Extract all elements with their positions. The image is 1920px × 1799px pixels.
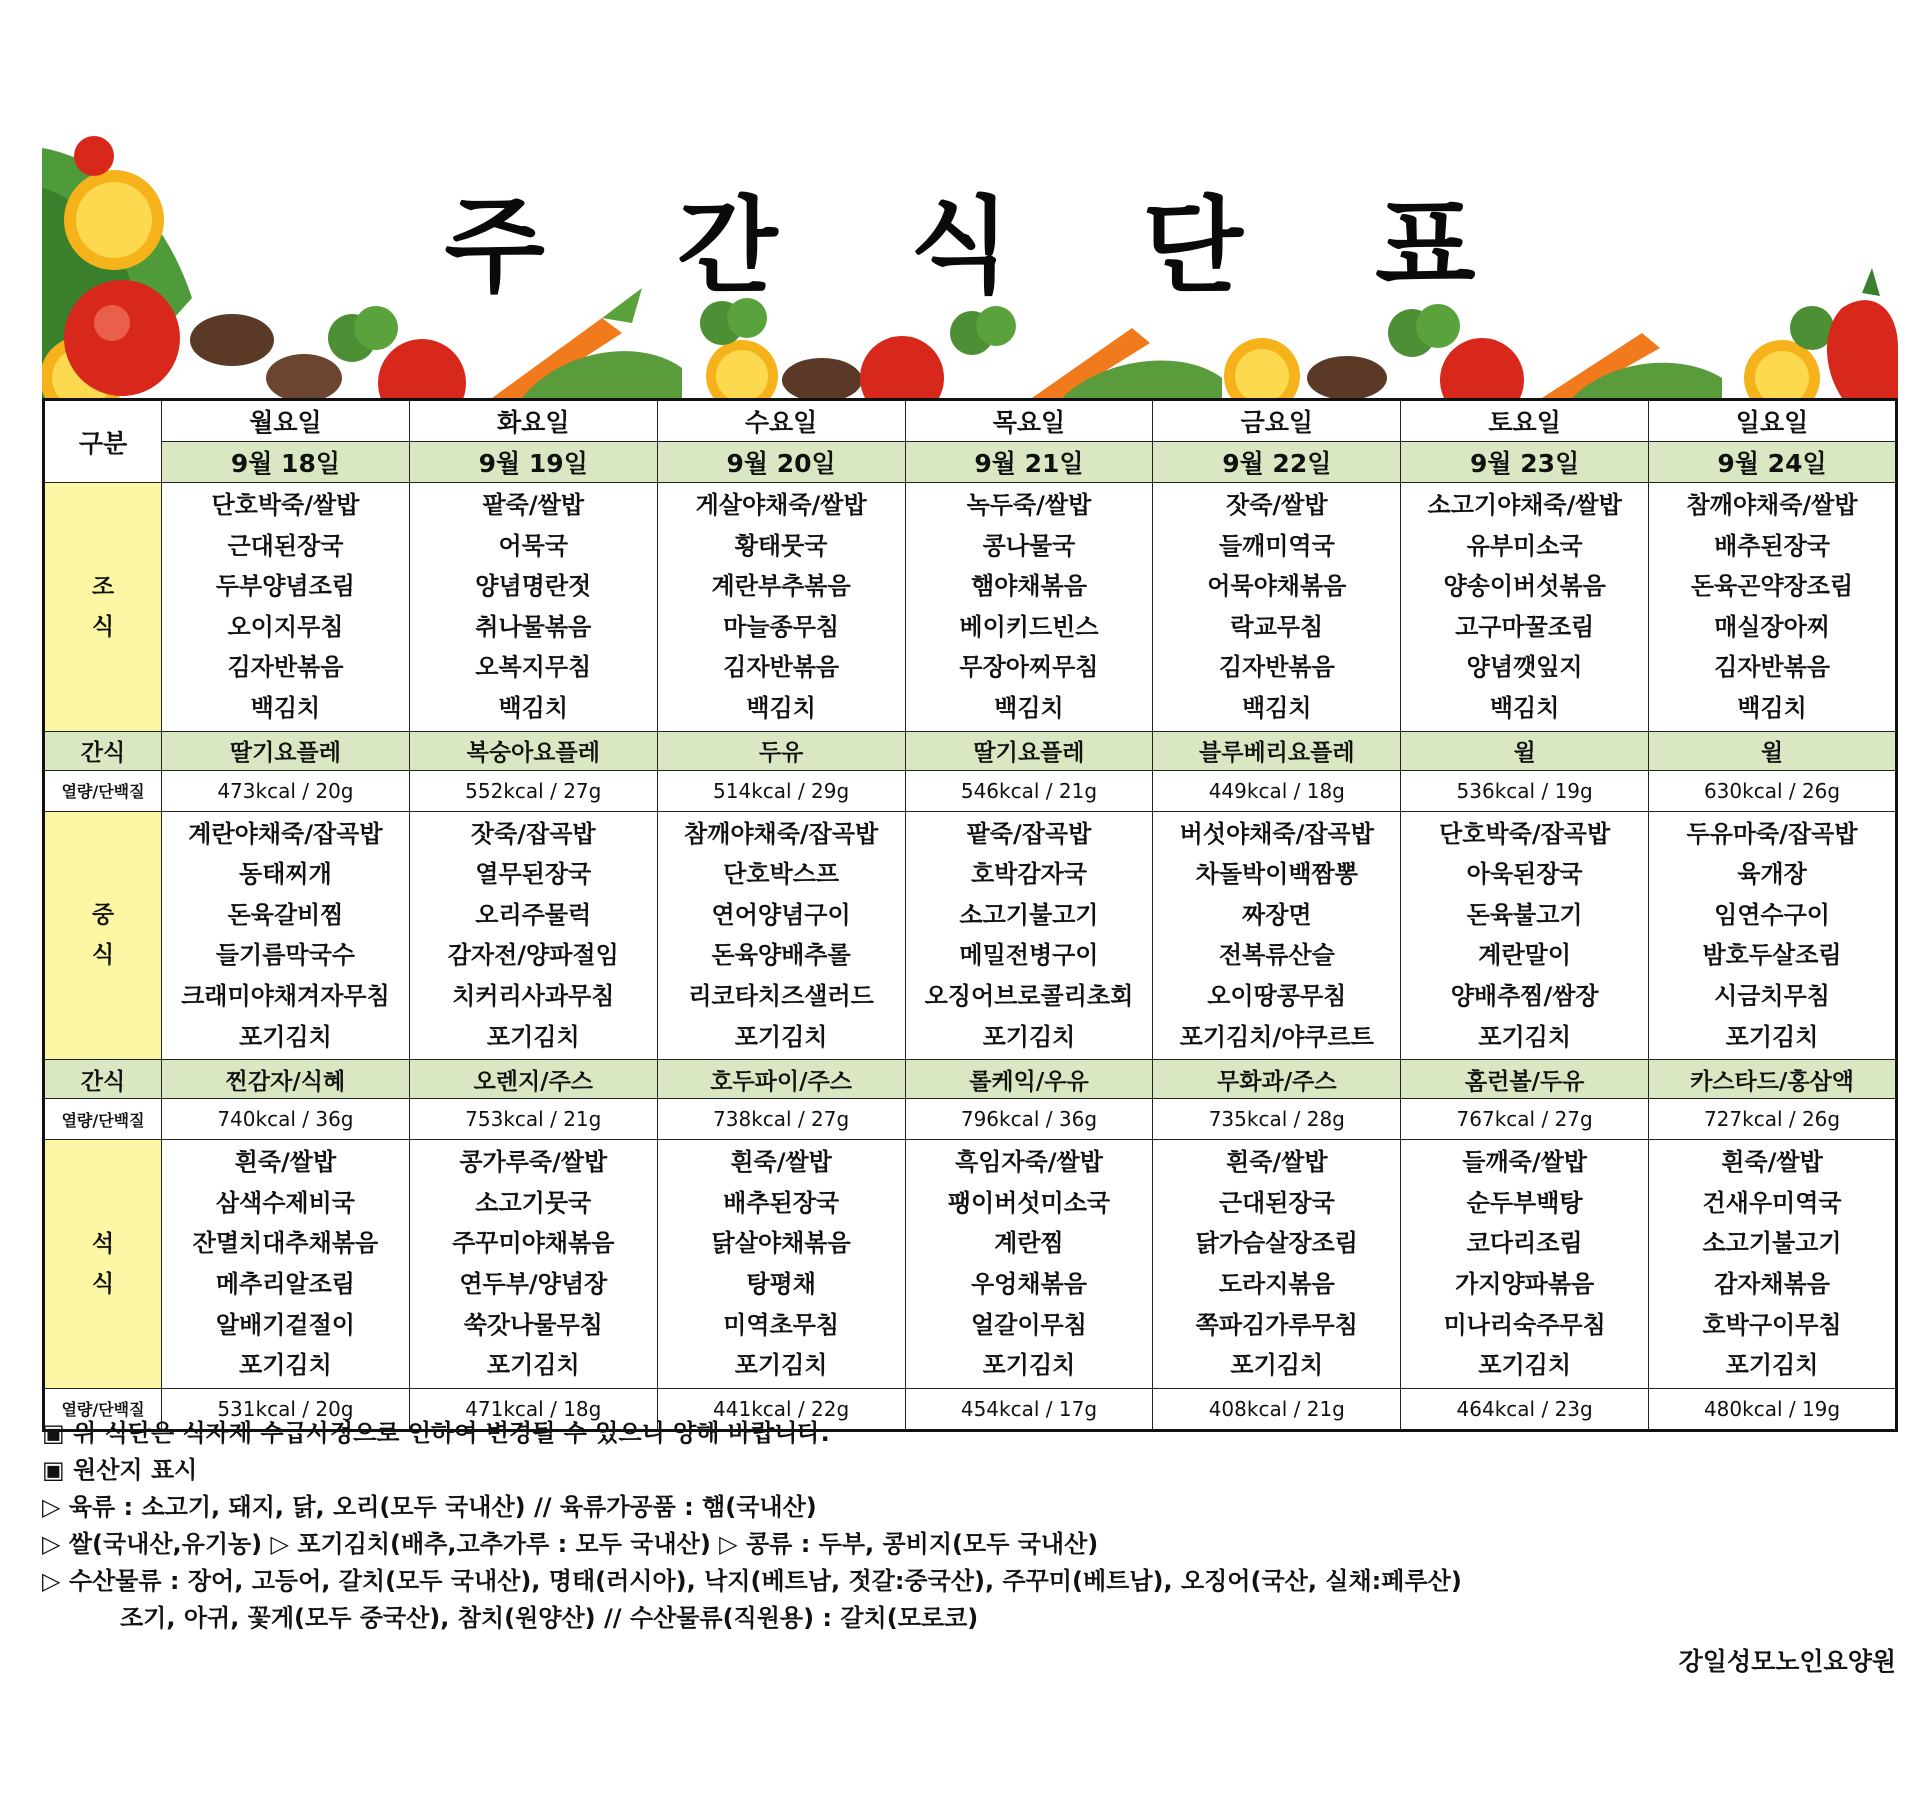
menu-item: 닭가슴살장조림 [1195, 1229, 1358, 1258]
menu-item: 배추된장국 [723, 1188, 840, 1217]
snack1-cell: 복숭아요플레 [409, 731, 657, 770]
menu-item: 포기김치/야쿠르트 [1179, 1022, 1374, 1051]
menu-item: 오복지무침 [475, 653, 592, 682]
menu-item: 치커리사과무침 [452, 981, 615, 1010]
snack2-cell: 오렌지/주스 [409, 1060, 657, 1099]
snack2-row [44, 1060, 1897, 1099]
day-thu: 목요일 [905, 400, 1153, 442]
menu-item: 흑임자죽/쌀밥 [955, 1148, 1103, 1177]
menu-item: 백김치 [498, 693, 569, 722]
menu-item: 참깨야채죽/쌀밥 [1686, 491, 1858, 519]
breakfast-label-1: 조 [91, 573, 115, 600]
breakfast-label [44, 483, 162, 732]
menu-item: 소고기불고기 [1702, 1229, 1842, 1258]
menu-item: 감자채볶음 [1714, 1269, 1830, 1298]
day-mon: 월요일 [162, 400, 410, 442]
menu-item: 어묵야채볶음 [1207, 572, 1347, 601]
menu-item: 육개장 [1737, 860, 1807, 889]
facility-signature: 강일성모노인요양원 [1678, 1647, 1896, 1676]
lunch-cell [657, 811, 905, 1060]
menu-item: 햄야채볶음 [970, 572, 1087, 601]
day-fri: 금요일 [1153, 400, 1401, 442]
menu-item: 마늘종무침 [723, 612, 840, 641]
menu-item: 포기김치 [1725, 1022, 1819, 1051]
menu-item: 녹두죽/쌀밥 [966, 491, 1092, 519]
menu-item: 들깨미역국 [1218, 531, 1335, 560]
menu-item: 닭살야채볶음 [711, 1229, 851, 1258]
menu-item: 양배추찜/쌈장 [1450, 981, 1599, 1010]
kcal3-cell: 408kcal / 21g [1153, 1388, 1401, 1430]
menu-item: 얼갈이무침 [970, 1310, 1087, 1339]
menu-item: 소고기야채죽/쌀밥 [1427, 491, 1622, 519]
menu-item: 메추리알조림 [215, 1269, 355, 1298]
dinner-row [44, 1140, 1897, 1389]
menu-item: 김자반볶음 [1714, 653, 1830, 682]
menu-item: 게살야채죽/쌀밥 [695, 491, 867, 519]
menu-item: 주꾸미야채볶음 [452, 1229, 615, 1258]
snack2-label: 간식 [44, 1060, 162, 1099]
menu-item: 짜장면 [1242, 900, 1312, 929]
kcal1-cell: 546kcal / 21g [905, 770, 1153, 811]
kcal3-label: 열량/단백질 [44, 1388, 162, 1430]
snack2-cell: 무화과/주스 [1153, 1060, 1401, 1099]
lunch-cell [905, 811, 1153, 1060]
category-header: 구분 [44, 400, 162, 483]
date-fri: 9월 22일 [1153, 442, 1401, 483]
menu-item: 단호박죽/쌀밥 [211, 491, 360, 519]
snack1-cell: 윌 [1649, 731, 1897, 770]
kcal1-cell: 552kcal / 27g [409, 770, 657, 811]
page-title: 주 간 식 단 표 [444, 185, 1524, 307]
lunch-cell [409, 811, 657, 1060]
lunch-row [44, 811, 1897, 1060]
menu-item: 취나물볶음 [475, 612, 592, 641]
menu-item: 계란야채죽/잡곡밥 [188, 819, 383, 848]
date-tue: 9월 19일 [409, 442, 657, 483]
menu-item: 소고기불고기 [959, 900, 1099, 929]
note-line: ▣ 위 식단은 식자재 수급사정으로 인하여 변경될 수 있으니 양해 바랍니다. [42, 1419, 830, 1447]
lunch-label-1: 중 [91, 902, 115, 929]
menu-item: 참깨야채죽/잡곡밥 [683, 819, 879, 848]
menu-item: 미나리숙주무침 [1443, 1310, 1606, 1339]
menu-item: 양념깻잎지 [1466, 653, 1583, 682]
day-header-row [44, 400, 1897, 442]
menu-item: 백김치 [1489, 693, 1560, 722]
menu-item: 포기김치 [1478, 1022, 1572, 1051]
menu-item: 포기김치 [239, 1351, 332, 1380]
kcal2-cell: 738kcal / 27g [657, 1099, 905, 1140]
kcal2-row [44, 1099, 1897, 1140]
menu-item: 포기김치 [734, 1351, 828, 1380]
menu-item: 쪽파김가루무침 [1195, 1310, 1358, 1339]
note-line-indent: 조기, 아귀, 꽃게(모두 중국산), 참치(원양산) // 수산물류(직원용) : 갈치(모로코) [120, 1604, 979, 1632]
breakfast-cell [1649, 483, 1897, 732]
menu-item: 코다리조림 [1466, 1229, 1583, 1258]
snack2-cell: 카스타드/홍삼액 [1649, 1060, 1897, 1099]
menu-item: 우엉채볶음 [970, 1269, 1087, 1298]
breakfast-cell [905, 483, 1153, 732]
menu-item: 오이땅콩무침 [1207, 981, 1347, 1010]
kcal3-cell: 471kcal / 18g [409, 1388, 657, 1430]
dinner-label [44, 1140, 162, 1389]
menu-item: 포기김치 [734, 1022, 828, 1051]
date-thu: 9월 21일 [905, 442, 1153, 483]
kcal3-cell: 464kcal / 23g [1401, 1388, 1649, 1430]
menu-item: 두부양념조림 [215, 572, 355, 601]
snack1-cell: 윌 [1401, 731, 1649, 770]
menu-item: 단호박죽/잡곡밥 [1439, 819, 1611, 848]
date-header-row [44, 442, 1897, 483]
menu-item: 돈육곤약장조림 [1690, 572, 1854, 601]
lunch-label-2: 식 [91, 942, 115, 969]
date-mon: 9월 18일 [162, 442, 410, 483]
menu-item: 돈육갈비찜 [227, 900, 344, 929]
menu-item: 백김치 [994, 693, 1064, 722]
menu-item: 흰죽/쌀밥 [1226, 1148, 1328, 1177]
dinner-cell [1649, 1140, 1897, 1389]
kcal1-row [44, 770, 1897, 811]
kcal1-cell: 536kcal / 19g [1401, 770, 1649, 811]
menu-item: 포기김치 [486, 1022, 580, 1051]
kcal3-cell: 531kcal / 20g [162, 1388, 410, 1430]
menu-item: 밤호두살조림 [1702, 941, 1842, 970]
menu-item: 팽이버섯미소국 [947, 1188, 1111, 1217]
menu-item: 두유마죽/잡곡밥 [1686, 819, 1858, 848]
dinner-label-2: 식 [91, 1270, 115, 1297]
snack1-label: 간식 [44, 731, 162, 770]
menu-item: 무장아찌무침 [959, 653, 1099, 682]
menu-item: 탕평채 [746, 1269, 816, 1298]
menu-item: 돈육불고기 [1466, 900, 1583, 929]
menu-item: 포기김치 [486, 1351, 580, 1380]
snack1-cell: 블루베리요플레 [1153, 731, 1401, 770]
menu-item: 포기김치 [1230, 1351, 1324, 1380]
menu-item: 김자반볶음 [227, 653, 344, 682]
breakfast-cell [162, 483, 410, 732]
menu-item: 잣죽/쌀밥 [1226, 491, 1328, 519]
dinner-cell [905, 1140, 1153, 1389]
menu-item: 흰죽/쌀밥 [730, 1148, 832, 1177]
menu-item: 열무된장국 [475, 860, 592, 889]
menu-item: 락교무침 [1230, 612, 1324, 641]
day-wed: 수요일 [657, 400, 905, 442]
menu-item: 근대된장국 [1218, 1188, 1335, 1217]
lunch-cell [1649, 811, 1897, 1060]
menu-item: 콩가루죽/쌀밥 [459, 1148, 608, 1177]
menu-item: 임연수구이 [1714, 900, 1830, 929]
menu-item: 유부미소국 [1466, 531, 1583, 560]
kcal2-cell: 796kcal / 36g [905, 1099, 1153, 1140]
menu-item: 계란부추볶음 [711, 572, 851, 601]
day-tue: 화요일 [409, 400, 657, 442]
menu-item: 소고기뭇국 [475, 1188, 592, 1217]
snack2-cell: 롤케익/우유 [905, 1060, 1153, 1099]
kcal2-label: 열량/단백질 [44, 1099, 162, 1140]
kcal1-label: 열량/단백질 [44, 770, 162, 811]
menu-item: 차돌박이백짬뽕 [1195, 860, 1358, 889]
dinner-cell [409, 1140, 657, 1389]
menu-item: 아욱된장국 [1466, 860, 1583, 889]
note-line: ▣ 원산지 표시 [42, 1456, 198, 1484]
menu-item: 김자반볶음 [723, 653, 840, 682]
menu-item: 포기김치 [982, 1022, 1076, 1051]
menu-item: 알배기겉절이 [215, 1310, 355, 1339]
snack1-cell: 두유 [657, 731, 905, 770]
menu-item: 전복류산슬 [1218, 941, 1335, 970]
menu-item: 오징어브로콜리초회 [924, 981, 1134, 1010]
menu-item: 포기김치 [239, 1022, 332, 1051]
menu-item: 연어양념구이 [711, 900, 851, 929]
menu-item: 어묵국 [498, 531, 569, 560]
menu-item: 버섯야채죽/잡곡밥 [1179, 819, 1374, 848]
menu-item: 근대된장국 [227, 531, 344, 560]
lunch-cell [1153, 811, 1401, 1060]
menu-item: 베이키드빈스 [959, 612, 1099, 641]
note-line: ▷ 육류 : 소고기, 돼지, 닭, 오리(모두 국내산) // 육류가공품 : 햄(국내산) [42, 1493, 817, 1521]
breakfast-label-2: 식 [91, 613, 115, 640]
note-line: ▷ 쌀(국내산,유기농) ▷ 포기김치(배추,고추가루 : 모두 국내산) ▷ 콩류 : 두부, 콩비지(모두 국내산) [42, 1530, 1099, 1558]
menu-item: 들기름막국수 [215, 941, 355, 970]
kcal1-cell: 473kcal / 20g [162, 770, 410, 811]
menu-item: 고구마꿀조림 [1455, 612, 1595, 641]
kcal3-cell: 454kcal / 17g [905, 1388, 1153, 1430]
menu-item: 양념명란젓 [475, 572, 592, 601]
dinner-cell [162, 1140, 410, 1389]
menu-item: 메밀전병구이 [959, 941, 1099, 970]
snack1-row [44, 731, 1897, 770]
menu-item: 크래미야채겨자무침 [181, 981, 390, 1010]
menu-item: 백김치 [746, 693, 816, 722]
menu-item: 흰죽/쌀밥 [1721, 1148, 1823, 1177]
menu-item: 감자전/양파절임 [447, 941, 619, 970]
menu-item: 미역초무침 [723, 1310, 840, 1339]
breakfast-cell [657, 483, 905, 732]
dinner-cell [1153, 1140, 1401, 1389]
menu-item: 계란말이 [1478, 941, 1572, 970]
notes-section [42, 1415, 1898, 1637]
day-sat: 토요일 [1401, 400, 1649, 442]
kcal2-cell: 767kcal / 27g [1401, 1099, 1649, 1140]
dinner-cell [1401, 1140, 1649, 1389]
breakfast-cell [409, 483, 657, 732]
lunch-cell [162, 811, 410, 1060]
menu-item: 포기김치 [1478, 1351, 1572, 1380]
breakfast-row [44, 483, 1897, 732]
menu-item: 시금치무침 [1714, 981, 1830, 1010]
menu-item: 흰죽/쌀밥 [234, 1148, 337, 1177]
dinner-label-1: 석 [91, 1230, 115, 1257]
menu-item: 오리주물럭 [475, 900, 592, 929]
menu-item: 포기김치 [982, 1351, 1076, 1380]
menu-item: 동태찌개 [239, 860, 332, 889]
menu-item: 돈육양배추롤 [711, 941, 851, 970]
menu-item: 삼색수제비국 [215, 1188, 355, 1217]
menu-item: 매실장아찌 [1714, 612, 1830, 641]
kcal1-cell: 630kcal / 26g [1649, 770, 1897, 811]
kcal2-cell: 735kcal / 28g [1153, 1099, 1401, 1140]
snack1-cell: 딸기요플레 [905, 731, 1153, 770]
date-sun: 9월 24일 [1649, 442, 1897, 483]
snack2-cell: 찐감자/식혜 [162, 1060, 410, 1099]
kcal2-cell: 727kcal / 26g [1649, 1099, 1897, 1140]
menu-item: 순두부백탕 [1466, 1188, 1583, 1217]
menu-item: 팥죽/잡곡밥 [966, 819, 1092, 848]
snack2-cell: 호두파이/주스 [657, 1060, 905, 1099]
menu-item: 황태뭇국 [734, 531, 828, 560]
date-sat: 9월 23일 [1401, 442, 1649, 483]
menu-item: 가지양파볶음 [1455, 1269, 1595, 1298]
menu-item: 배추된장국 [1714, 531, 1830, 560]
menu-item: 잣죽/잡곡밥 [470, 819, 596, 848]
menu-item: 백김치 [1737, 693, 1807, 722]
kcal1-cell: 514kcal / 29g [657, 770, 905, 811]
menu-item: 리코타치즈샐러드 [688, 981, 874, 1010]
lunch-cell [1401, 811, 1649, 1060]
menu-item: 계란찜 [994, 1229, 1064, 1258]
weekly-menu-table [42, 398, 1898, 1432]
breakfast-cell [1401, 483, 1649, 732]
menu-item: 단호박스프 [723, 860, 840, 889]
menu-item: 호박구이무침 [1702, 1310, 1842, 1339]
date-wed: 9월 20일 [657, 442, 905, 483]
snack2-cell: 홈런볼/두유 [1401, 1060, 1649, 1099]
breakfast-cell [1153, 483, 1401, 732]
kcal1-cell: 449kcal / 18g [1153, 770, 1401, 811]
dinner-cell [657, 1140, 905, 1389]
menu-item: 연두부/양념장 [459, 1269, 608, 1298]
kcal3-cell: 480kcal / 19g [1649, 1388, 1897, 1430]
menu-item: 백김치 [250, 693, 321, 722]
note-line: ▷ 수산물류 : 장어, 고등어, 갈치(모두 국내산), 명태(러시아), 낙지(베트남, 젓갈:중국산), 주꾸미(베트남), 오징어(국산, 실채:페루산) [42, 1567, 1462, 1595]
menu-item: 오이지무침 [227, 612, 344, 641]
menu-item: 들깨죽/쌀밥 [1462, 1148, 1587, 1177]
menu-item: 호박감자국 [970, 860, 1087, 889]
menu-item: 팥죽/쌀밥 [482, 491, 585, 519]
kcal2-cell: 740kcal / 36g [162, 1099, 410, 1140]
lunch-label [44, 811, 162, 1060]
menu-item: 포기김치 [1725, 1351, 1819, 1380]
menu-item: 잔멸치대추채볶음 [192, 1229, 379, 1258]
menu-item: 콩나물국 [982, 531, 1076, 560]
menu-item: 백김치 [1242, 693, 1312, 722]
menu-item: 도라지볶음 [1218, 1269, 1335, 1298]
menu-item: 쑥갓나물무침 [463, 1310, 603, 1339]
kcal3-cell: 441kcal / 22g [657, 1388, 905, 1430]
snack1-cell: 딸기요플레 [162, 731, 410, 770]
menu-item: 양송이버섯볶음 [1443, 572, 1606, 601]
menu-item: 건새우미역국 [1702, 1188, 1842, 1217]
menu-item: 김자반볶음 [1218, 653, 1335, 682]
kcal2-cell: 753kcal / 21g [409, 1099, 657, 1140]
day-sun: 일요일 [1649, 400, 1897, 442]
